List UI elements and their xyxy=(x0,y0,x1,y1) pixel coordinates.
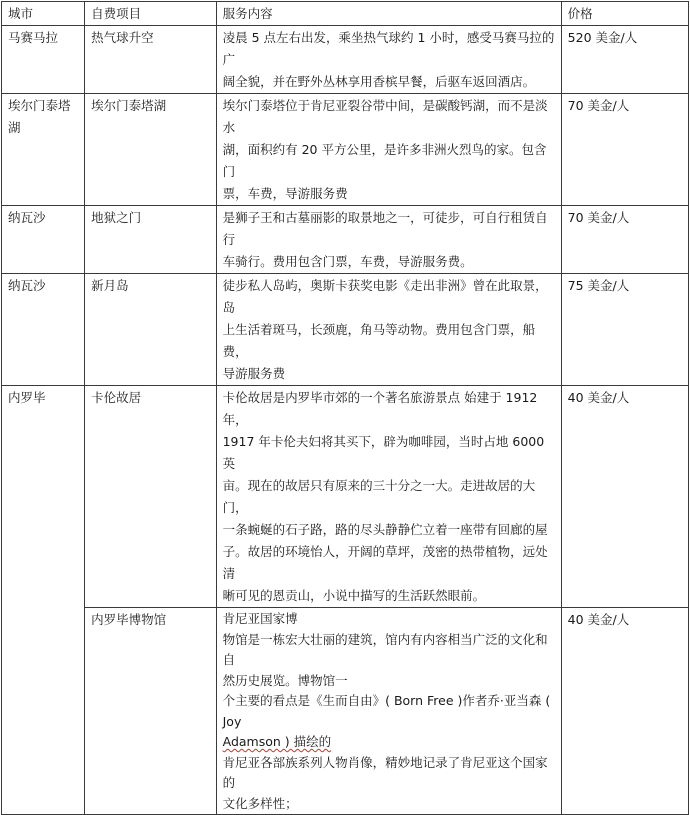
cell-city: 内罗毕 xyxy=(2,386,85,608)
service-line: 导游服务费 xyxy=(222,366,286,381)
service-line: 文化多样性； xyxy=(222,795,298,811)
service-line: 阔全貌，并在野外丛林享用香槟早餐，后驱车返回酒店。 xyxy=(222,74,536,89)
cell-service xyxy=(216,608,561,815)
cell-item: 卡伦故居 xyxy=(85,386,217,608)
cell-city: 纳瓦沙 xyxy=(2,274,85,386)
cell-city xyxy=(2,608,85,815)
service-line: 1917 年卡伦夫妇将其买下，辟为咖啡园，当时占地 6000 英 xyxy=(222,434,545,471)
cell-city: 埃尔门泰塔湖 xyxy=(2,94,85,206)
service-line: 票，车费，导游服务费 xyxy=(222,186,348,201)
cell-item: 内罗毕博物馆 xyxy=(85,608,217,815)
table-row xyxy=(2,206,689,274)
cell-price: 75 美金/人 xyxy=(561,274,688,386)
header-row xyxy=(2,2,689,26)
cell-item: 地狱之门 xyxy=(85,206,217,274)
service-line: Adamson ) 描绘的 xyxy=(222,734,332,749)
cell-city: 马赛马拉 xyxy=(2,26,85,94)
header-price: 价格 xyxy=(561,2,688,26)
service-line: 是狮子王和古墓丽影的取景地之一，可徒步，可自行租赁自行 xyxy=(222,210,548,247)
service-line: 子。故居的环境怡人，开阔的草坪，茂密的热带植物，远处清 xyxy=(222,544,548,581)
service-line: 亩。现在的故居只有原来的三十分之一大。走进故居的大门， xyxy=(222,478,536,515)
cell-item: 埃尔门泰塔湖 xyxy=(85,94,217,206)
header-service: 服务内容 xyxy=(216,2,561,26)
service-line: 湖，面积约有 20 平方公里，是许多非洲火烈鸟的家。包含门 xyxy=(222,142,547,179)
itinerary-table xyxy=(1,1,689,815)
header-item: 自费项目 xyxy=(85,2,217,26)
header-city: 城市 xyxy=(2,2,85,26)
cell-price: 520 美金/人 xyxy=(561,26,688,94)
table-row xyxy=(2,94,689,206)
table-row xyxy=(2,26,689,94)
table-row xyxy=(2,608,689,815)
cell-city: 纳瓦沙 xyxy=(2,206,85,274)
cell-service xyxy=(216,94,561,206)
table-row xyxy=(2,386,689,608)
cell-service xyxy=(216,386,561,608)
cell-service xyxy=(216,26,561,94)
service-line: 晰可见的恩贡山，小说中描写的生活跃然眼前。 xyxy=(222,588,486,603)
service-line: 凌晨 5 点左右出发，乘坐热气球约 1 小时，感受马赛马拉的广 xyxy=(222,30,555,67)
service-line: 一条蜿蜒的石子路，路的尽头静静伫立着一座带有回廊的屋 xyxy=(222,522,548,537)
service-line: 卡伦故居是内罗毕市郊的一个著名旅游景点 始建于 1912 年， xyxy=(222,390,538,427)
cell-price: 40 美金/人 xyxy=(561,608,688,815)
cell-price: 70 美金/人 xyxy=(561,94,688,206)
cell-item: 热气球升空 xyxy=(85,26,217,94)
table-row xyxy=(2,274,689,386)
service-line: 个主要的看点是《生而自由》( Born Free )作者乔·亚当森 ( Joy xyxy=(222,693,551,729)
service-line: 车骑行。费用包含门票，车费，导游服务费。 xyxy=(222,254,473,269)
service-line: 徒步私人岛屿，奥斯卡获奖电影《走出非洲》曾在此取景，岛 xyxy=(222,278,548,315)
service-line: 然历史展览。博物馆一 xyxy=(222,672,348,688)
service-line: 肯尼亚国家博 xyxy=(222,611,298,626)
service-line: 肯尼亚各部族系列人物肖像，精妙地记录了肯尼亚这个国家的 xyxy=(222,754,548,790)
cell-service xyxy=(216,206,561,274)
cell-service xyxy=(216,274,561,386)
cell-item: 新月岛 xyxy=(85,274,217,386)
service-line: 埃尔门泰塔位于肯尼亚裂谷带中间，是碳酸钙湖，而不是淡水 xyxy=(222,98,548,135)
cell-price: 40 美金/人 xyxy=(561,386,688,608)
service-line: 物馆是一栋宏大壮丽的建筑，馆内有内容相当广泛的文化和自 xyxy=(222,631,548,667)
cell-price: 70 美金/人 xyxy=(561,206,688,274)
service-line: 上生活着斑马，长颈鹿，角马等动物。费用包含门票，船费， xyxy=(222,322,536,359)
